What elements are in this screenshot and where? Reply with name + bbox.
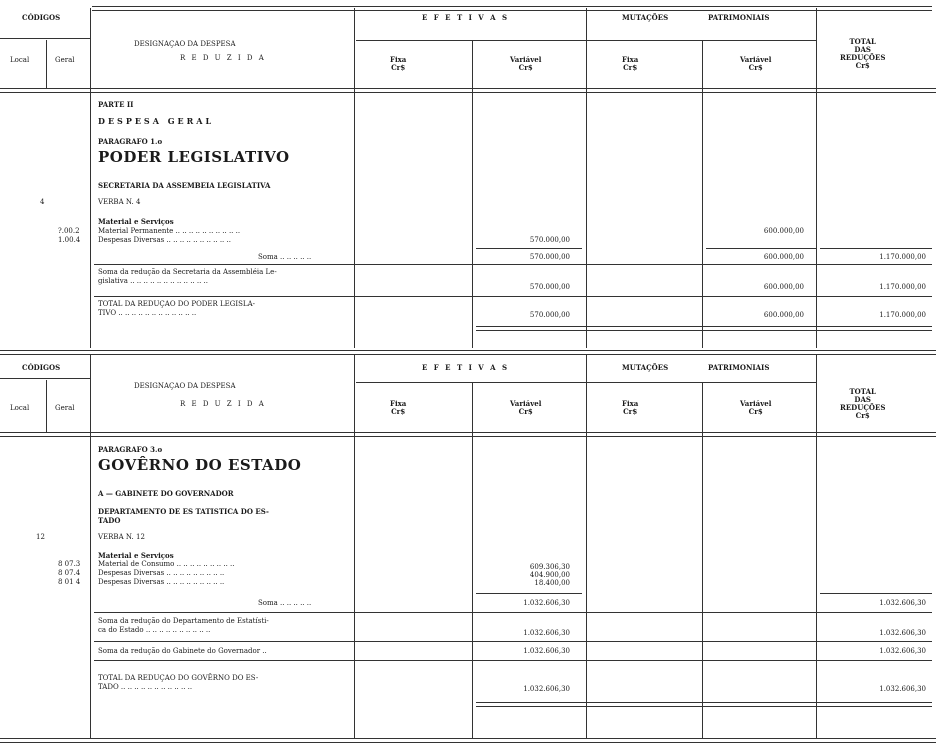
- s2-total-rule: [94, 660, 932, 661]
- header2-total: TOTAL DAS REDUÇÕES Cr$: [840, 387, 886, 421]
- governo-estado-heading: GOVÊRNO DO ESTADO: [98, 456, 302, 474]
- header2-codes-rule: [0, 378, 90, 379]
- header-variavel-mut: Variável Cr$: [740, 55, 772, 73]
- soma-sec-line2: gislativa .. .. .. .. .. .. .. .. .. .. .. ..: [98, 277, 209, 285]
- total-poder-rule: [94, 296, 932, 297]
- soma-sec-efet: 570.000,00: [529, 283, 570, 291]
- header2-mutacoes: MUTAÇÕES: [622, 363, 669, 372]
- total-poder-line1: TOTAL DA REDUÇAO DO PODER LEGISLA-: [98, 300, 256, 308]
- soma-sec-total: 1.170.000,00: [879, 283, 926, 291]
- header2-reduzida: R E D U Z I D A: [180, 400, 266, 408]
- total-poder-mut: 600.000,00: [763, 311, 804, 319]
- soma-sec-line1: Soma da redução da Secretaria da Assembléia Le-: [98, 268, 277, 276]
- header-efetivas: E F E T I V A S: [422, 13, 510, 22]
- header-codigos: CÓDIGOS: [22, 13, 61, 22]
- section-2-top-rule: [0, 350, 936, 355]
- verba-4-label: VERBA N. 4: [98, 198, 141, 206]
- s2-row1-efet: 609.306,30: [529, 563, 570, 571]
- vrule-codes-1: [90, 8, 91, 348]
- header2-fixa-efet: Fixa Cr$: [390, 399, 407, 417]
- sum1-rule-efet: [476, 248, 582, 249]
- header2-patrimoniais: PATRIMONIAIS: [708, 363, 770, 372]
- s2-row2-efet: 404.900,00: [529, 571, 570, 579]
- soma-1-label: Soma .. .. .. .. ..: [258, 253, 312, 261]
- soma-depto-total: 1.032.606,30: [879, 629, 926, 637]
- soma-1-efet: 570.000,00: [529, 253, 570, 261]
- verba-4-local-code: 4: [40, 198, 45, 206]
- s2-row3-label: Despesas Diversas .. .. .. .. .. .. .. .. ..: [98, 578, 225, 586]
- gabinete-label: A — GABINETE DO GOVERNADOR: [98, 489, 234, 498]
- header2-variavel-efet: Variável Cr$: [510, 399, 542, 417]
- s2-soma-label: Soma .. .. .. .. ..: [258, 599, 312, 607]
- header-patrimoniais: PATRIMONIAIS: [708, 13, 770, 22]
- row1-mut-variavel: 600.000,00: [763, 227, 804, 235]
- vrule-mutvar-2: [702, 382, 703, 738]
- page-bottom-rule: [0, 738, 936, 743]
- sum1-rule-mut: [706, 248, 816, 249]
- header2-variavel-mut: Variável Cr$: [740, 399, 772, 417]
- vrule-efet-2: [472, 382, 473, 738]
- vrule-local-geral-h1: [46, 40, 47, 88]
- sum1-rule-total: [820, 248, 932, 249]
- vrule-desc-1: [354, 8, 355, 348]
- total-poder-double-rule: [476, 326, 932, 331]
- s2-row3-code: 8 01 4: [58, 578, 81, 586]
- verba-12-label: VERBA N. 12: [98, 533, 145, 541]
- total-gov-double-rule: [476, 702, 932, 707]
- row1-code: ?.00.2: [58, 227, 80, 235]
- secretaria-label: SECRETARIA DA ASSEMBEIA LEGISLATIVA: [98, 181, 271, 190]
- depto-line2: TADO: [98, 516, 121, 525]
- header2-designacao: DESIGNAÇAO DA DESPESA: [134, 382, 236, 390]
- header-designacao: DESIGNAÇAO DA DESPESA: [134, 40, 236, 48]
- vrule-mut-2: [586, 354, 587, 738]
- parte-label: PARTE II: [98, 100, 134, 109]
- soma-gab-label: Soma da redução do Gabinete do Governador ..: [98, 647, 267, 655]
- verba-12-local-code: 12: [36, 533, 45, 541]
- depto-line1: DEPARTAMENTO DE ES TATISTICA DO ES-: [98, 507, 269, 516]
- s2-sum-rule-efet: [476, 593, 582, 594]
- vrule-codes-2: [90, 354, 91, 738]
- total-poder-line2: TIVO .. .. .. .. .. .. .. .. .. .. .. ..: [98, 309, 197, 317]
- header-fixa-mut: Fixa Cr$: [622, 55, 639, 73]
- paragrafo-3-label: PARAGRAFO 3.o: [98, 445, 163, 454]
- total-gov-efet: 1.032.606,30: [523, 685, 570, 693]
- header2-fixa-mut: Fixa Cr$: [622, 399, 639, 417]
- header2-efetivas: E F E T I V A S: [422, 363, 510, 372]
- soma-gab-total: 1.032.606,30: [879, 647, 926, 655]
- header2-bottom-rule: [0, 432, 936, 437]
- total-gov-line2: TADO .. .. .. .. .. .. .. .. .. .. ..: [98, 683, 193, 691]
- header-variavel-efet: Variável Cr$: [510, 55, 542, 73]
- s2-sum-rule-total: [820, 593, 932, 594]
- header-local: Local: [10, 56, 30, 64]
- s2-row2-code: 8 07.4: [58, 569, 81, 577]
- soma-depto-line2: ca do Estado .. .. .. .. .. .. .. .. .. ..: [98, 626, 211, 634]
- s2-soma-total: 1.032.606,30: [879, 599, 926, 607]
- total-poder-total: 1.170.000,00: [879, 311, 926, 319]
- s2-gab-rule: [94, 641, 932, 642]
- soma-depto-efet: 1.032.606,30: [523, 629, 570, 637]
- header2-codigos: CÓDIGOS: [22, 363, 61, 372]
- vrule-local-geral-h2: [46, 380, 47, 432]
- soma-1-total: 1.170.000,00: [879, 253, 926, 261]
- header-reduzida: R E D U Z I D A: [180, 54, 266, 62]
- row2-efet-variavel: 570.000,00: [529, 236, 570, 244]
- top-double-rule: [92, 6, 932, 11]
- vrule-mut-1: [586, 8, 587, 348]
- total-gov-total: 1.032.606,30: [879, 685, 926, 693]
- soma-sec-mut: 600.000,00: [763, 283, 804, 291]
- total-gov-line1: TOTAL DA REDUÇAO DO GOVÊRNO DO ES-: [98, 674, 259, 682]
- vrule-total-2: [816, 354, 817, 738]
- poder-legislativo-heading: PODER LEGISLATIVO: [98, 148, 290, 166]
- s2-row2-label: Despesas Diversas .. .. .. .. .. .. .. .. ..: [98, 569, 225, 577]
- header-bottom-rule: [0, 88, 936, 93]
- row1-label: Material Permanente .. .. .. .. .. .. .. .. .. ..: [98, 227, 241, 235]
- header-codes-rule: [0, 38, 90, 39]
- soma-gab-efet: 1.032.606,30: [523, 647, 570, 655]
- s2-row1-code: 8 07.3: [58, 560, 81, 568]
- header-mutacoes: MUTAÇÕES: [622, 13, 669, 22]
- header-total: TOTAL DAS REDUÇÕES Cr$: [840, 37, 886, 71]
- soma-1-mut: 600.000,00: [763, 253, 804, 261]
- vrule-desc-2: [354, 354, 355, 738]
- soma-depto-line1: Soma da redução do Departamento de Estatísti-: [98, 617, 269, 625]
- despesa-geral-label: DESPESA GERAL: [98, 116, 215, 126]
- header2-local: Local: [10, 404, 30, 412]
- paragrafo-1-label: PARAGRAFO 1.o: [98, 137, 163, 146]
- material-servicos-2: Material e Serviços: [98, 551, 174, 560]
- material-servicos-1: Material e Serviços: [98, 217, 174, 226]
- header-geral: Geral: [55, 56, 75, 64]
- header2-geral: Geral: [55, 404, 75, 412]
- row2-label: Despesas Diversas .. .. .. .. .. .. .. .. .. ..: [98, 236, 231, 244]
- row2-code: 1.00.4: [58, 236, 81, 244]
- s2-row1-label: Material de Consumo .. .. .. .. .. .. .. .. ..: [98, 560, 235, 568]
- s2-row3-efet: 18.400,00: [534, 579, 570, 587]
- total-poder-efet: 570.000,00: [529, 311, 570, 319]
- vrule-efet-1: [472, 40, 473, 348]
- sec-rule: [94, 264, 932, 265]
- header-fixa-efet: Fixa Cr$: [390, 55, 407, 73]
- vrule-mutvar-1: [702, 40, 703, 348]
- vrule-total-1: [816, 8, 817, 348]
- s2-soma-efet: 1.032.606,30: [523, 599, 570, 607]
- s2-depto-rule: [94, 612, 932, 613]
